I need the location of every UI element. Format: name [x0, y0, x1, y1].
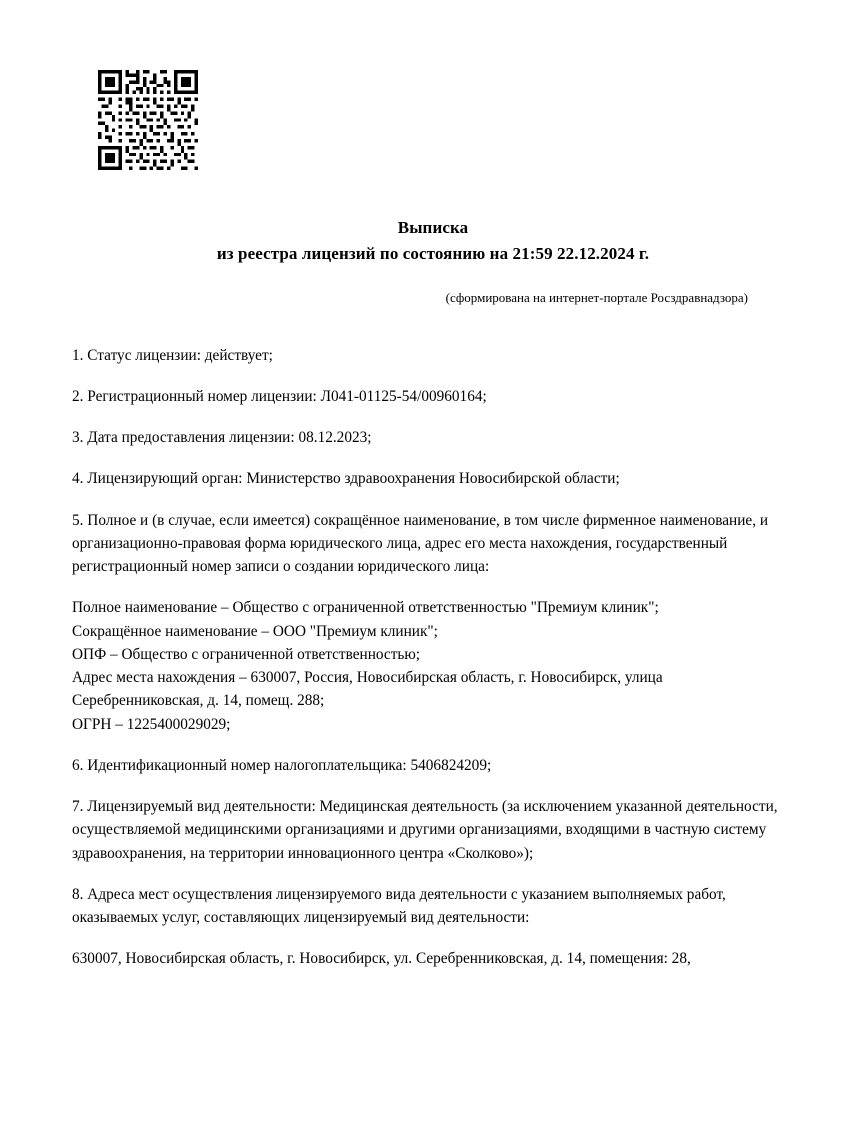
page-title-line-2: из реестра лицензий по состоянию на 21:59 22.12.2024 г.: [216, 244, 650, 264]
item-status: 1. Статус лицензии: действует;: [72, 346, 273, 364]
item-issue-date: 3. Дата предоставления лицензии: 08.12.2023;: [72, 429, 372, 447]
entity-legal-form: ОПФ – Общество с ограниченной ответственностью;: [72, 645, 421, 663]
activity-address-line: 630007, Новосибирская область, г. Новосибирск, ул. Серебренниковская, д. 14, помещения: 28,: [72, 950, 691, 968]
entity-short-name: Сокращённое наименование – ООО "Премиум клиник";: [72, 622, 438, 640]
entity-ogrn: ОГРН – 1225400029029;: [72, 715, 231, 733]
document-subtitle: (сформирована на интернет-портале Росздравнадзора): [445, 289, 748, 305]
item-registration-number: 2. Регистрационный номер лицензии: Л041-01125-54/00960164;: [72, 387, 487, 405]
entity-address: Адрес места нахождения – 630007, Россия, Новосибирская область, г. Новосибирск, улица Серебренниковская, д. 14, помещ. 288;: [72, 669, 663, 710]
entity-details: [72, 596, 794, 736]
qr-code-icon: [98, 70, 198, 170]
item-activity-addresses-heading: 8. Адреса мест осуществления лицензируемого вида деятельности с указанием выполняемых работ, оказываемых услуг, составляющих лицензируемый вид деятельности:: [72, 885, 726, 927]
item-entity-names-heading: 5. Полное и (в случае, если имеется) сокращённое наименование, в том числе фирменное наименование, и организационно-правовая форма юридического лица, адрес его места нахождения, государственный регистрационный номер записи о создании юридического лица:: [72, 511, 769, 576]
item-licensing-authority: 4. Лицензирующий орган: Министерство здравоохранения Новосибирской области;: [72, 470, 620, 488]
document-body: [72, 344, 794, 971]
entity-full-name: Полное наименование – Общество с ограниченной ответственностью "Премиум клиник";: [72, 599, 659, 617]
page-title-line-1: Выписка: [397, 218, 469, 237]
item-inn: 6. Идентификационный номер налогоплательщика: 5406824209;: [72, 756, 492, 774]
item-activity-type: 7. Лицензируемый вид деятельности: Медицинская деятельность (за исключением указанной деятельности, осуществляемой медицинскими организациями и другими организациями, входящими в частную систему здравоохранения, на территории инновационного центра «Сколково»);: [72, 798, 778, 862]
